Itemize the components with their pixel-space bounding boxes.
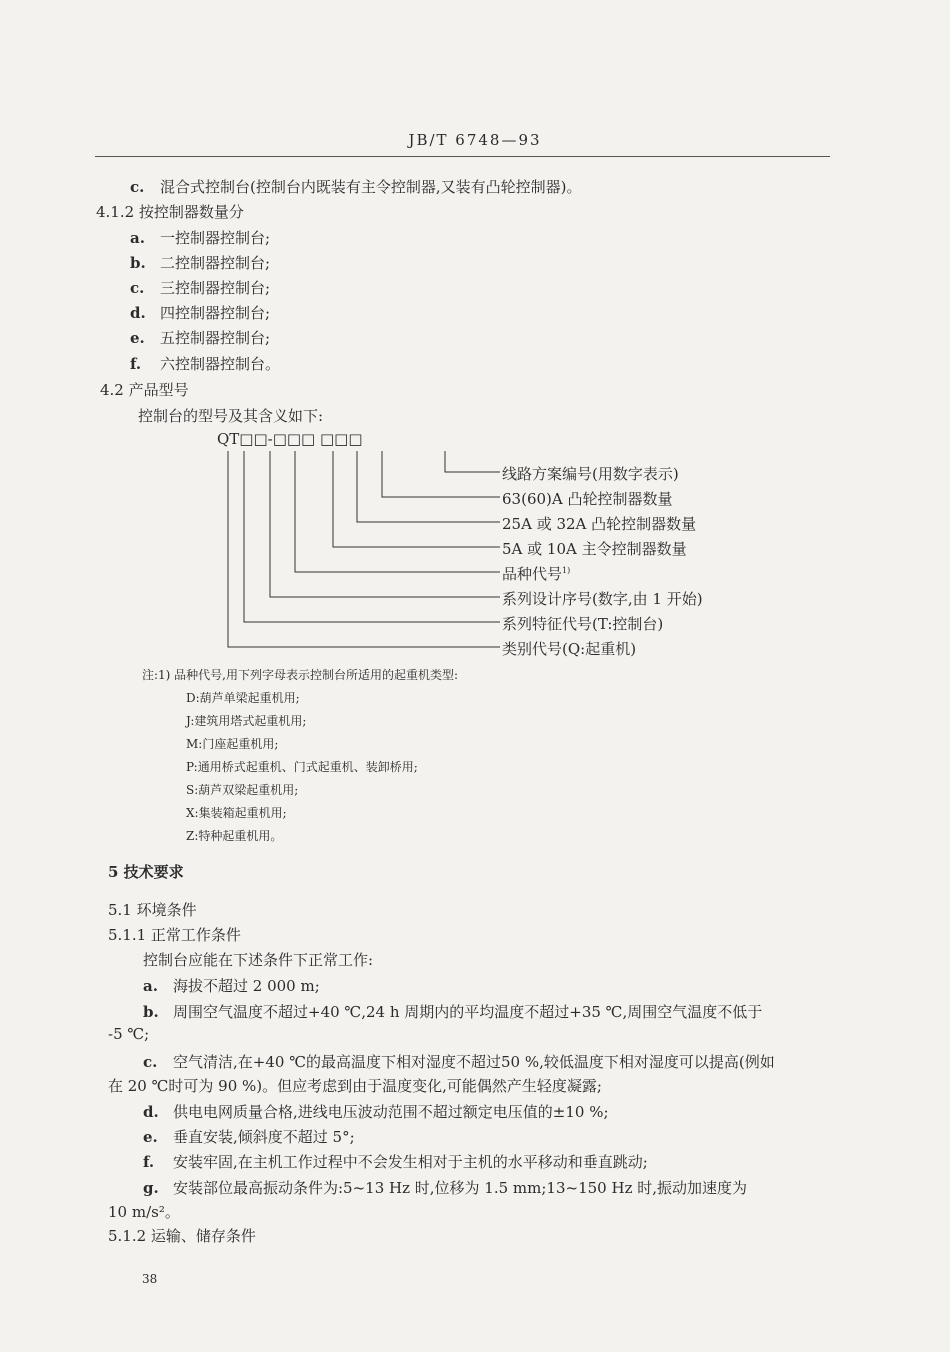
leader-line-6 xyxy=(270,451,500,597)
note-intro: 注:1) 品种代号,用下列字母表示控制台所适用的起重机类型: xyxy=(142,668,459,682)
heading-5-1-1: 5.1.1 正常工作条件 xyxy=(108,926,241,944)
note-item: D:葫芦单梁起重机用; xyxy=(186,691,300,705)
item-f: f. 六控制器控制台。 xyxy=(130,355,281,373)
model-label-7: 系列特征代号(T:控制台) xyxy=(502,615,664,633)
leader-line-5 xyxy=(295,451,500,572)
cond-g: g. 安装部位最高振动条件为:5~13 Hz 时,位移为 1.5 mm;13~150 Hz 时,振动加速度为 xyxy=(143,1179,748,1197)
leader-line-2 xyxy=(382,451,500,497)
heading-4-1-2: 4.1.2 按控制器数量分 xyxy=(96,203,244,221)
model-label-2: 63(60)A 凸轮控制器数量 xyxy=(502,490,673,508)
cond-b: b. 周围空气温度不超过+40 ℃,24 h 周期内的平均温度不超过+35 ℃,周围空气温度不低于 xyxy=(143,1003,763,1021)
document-header: JB/T 6748—93 xyxy=(408,131,542,149)
note-item: X:集装箱起重机用; xyxy=(186,806,287,820)
item-a: a. 一控制器控制台; xyxy=(130,229,271,247)
leader-line-8 xyxy=(228,451,500,647)
cond-a: a. 海拔不超过 2 000 m; xyxy=(143,977,320,995)
note-item: P:通用桥式起重机、门式起重机、装卸桥用; xyxy=(186,760,418,774)
cond-c: c. 空气清洁,在+40 ℃的最高温度下相对湿度不超过50 %,较低温度下相对湿度可以提高(例如 xyxy=(143,1053,775,1071)
item-c: c. 三控制器控制台; xyxy=(130,279,271,297)
cond-e: e. 垂直安装,倾斜度不超过 5°; xyxy=(143,1128,355,1146)
item-e: e. 五控制器控制台; xyxy=(130,329,271,347)
model-label-1: 线路方案编号(用数字表示) xyxy=(502,465,679,483)
note-item: Z:特种起重机用。 xyxy=(186,829,283,843)
model-label-6: 系列设计序号(数字,由 1 开始) xyxy=(502,590,703,608)
item-b: b. 二控制器控制台; xyxy=(130,254,271,272)
section-5-title: 5 技术要求 xyxy=(108,863,184,881)
model-label-8: 类别代号(Q:起重机) xyxy=(502,640,637,658)
model-code: QT□□-□□□ □□□ xyxy=(217,430,363,448)
leader-line-4 xyxy=(333,451,500,547)
cond-d: d. 供电电网质量合格,进线电压波动范围不超过额定电压值的±10 %; xyxy=(143,1103,609,1121)
model-label-3: 25A 或 32A 凸轮控制器数量 xyxy=(502,515,697,533)
cond-g-cont: 10 m/s²。 xyxy=(108,1203,180,1221)
footnote-mark: 1) xyxy=(562,566,571,575)
heading-5-1: 5.1 环境条件 xyxy=(108,901,197,919)
cond-f: f. 安装牢固,在主机工作过程中不会发生相对于主机的水平移动和垂直跳动; xyxy=(143,1153,648,1171)
leader-line-3 xyxy=(357,451,500,522)
item-d: d. 四控制器控制台; xyxy=(130,304,271,322)
note-item: M:门座起重机用; xyxy=(186,737,279,751)
leader-line-1 xyxy=(445,451,500,472)
leader-line-7 xyxy=(244,451,500,622)
note-item: J:建筑用塔式起重机用; xyxy=(186,714,307,728)
heading-4-2: 4.2 产品型号 xyxy=(100,381,189,399)
model-intro: 控制台的型号及其含义如下: xyxy=(138,407,324,425)
heading-5-1-2: 5.1.2 运输、储存条件 xyxy=(108,1227,256,1245)
model-label-4: 5A 或 10A 主令控制器数量 xyxy=(502,540,687,558)
conditions-intro: 控制台应能在下述条件下正常工作: xyxy=(143,951,374,969)
cond-b-cont: -5 ℃; xyxy=(108,1025,150,1043)
item-c-mixed: c. 混合式控制台(控制台内既装有主令控制器,又装有凸轮控制器)。 xyxy=(130,178,582,196)
cond-c-cont: 在 20 ℃时可为 90 %)。但应考虑到由于温度变化,可能偶然产生轻度凝露; xyxy=(108,1077,602,1095)
page-number: 38 xyxy=(142,1272,158,1286)
model-label-5: 品种代号$^{1)}$ xyxy=(502,565,571,583)
note-item: S:葫芦双梁起重机用; xyxy=(186,783,299,797)
